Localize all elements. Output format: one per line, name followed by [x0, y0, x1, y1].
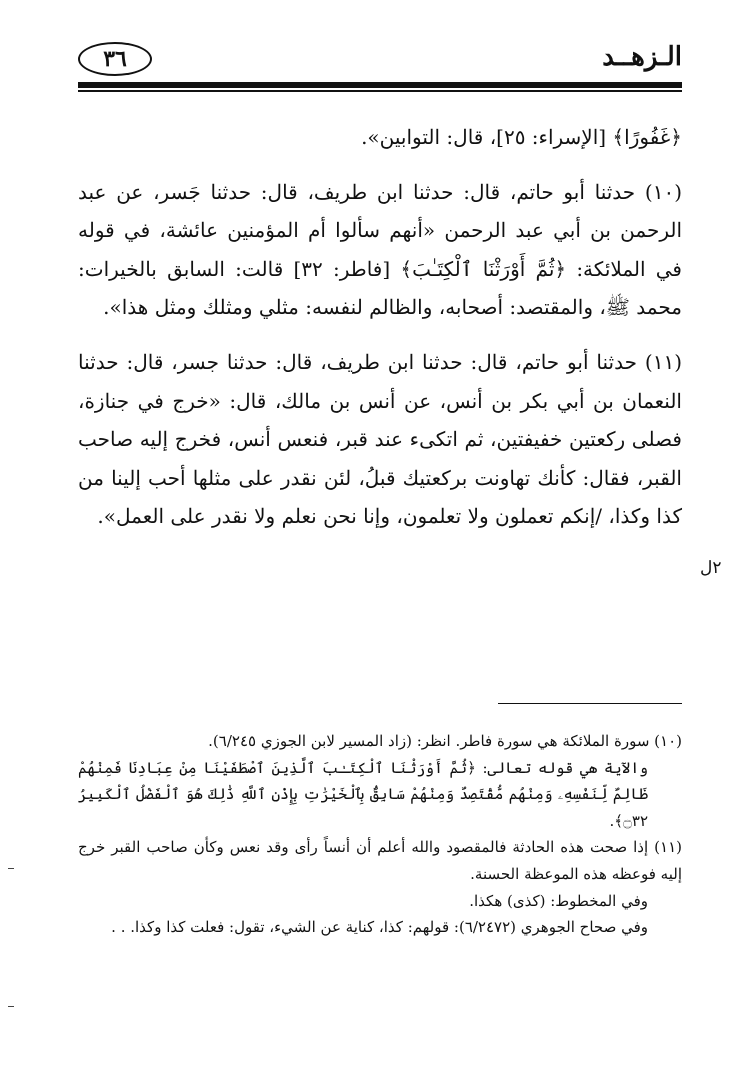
footnotes [78, 728, 682, 941]
paragraph-hadith-10: (١٠) حدثنا أبو حاتم، قال: حدثنا ابن طريف، قال: حدثنا جَسر، عن عبد الرحمن بن أبي عبد الرحمن «أنهم سألوا أم المؤمنين عائشة، في قوله في الملائكة: ﴿ثُمَّ أَوْرَثْنَا ٱلْكِتَـٰبَ﴾ [فاطر: ٣٢] قالت: السابق بالخيرات: محمد ﷺ، والمقتصد: أصحابه، والظالم لنفسه: مثلي ومثلك ومثل هذا». [78, 179, 682, 320]
main-text [78, 118, 682, 536]
footnote-10-line: (١٠) سورة الملائكة هي سورة فاطر. انظر: (زاد المسير لابن الجوزي ٦/٢٤٥). [208, 732, 682, 750]
scan-mark [8, 1006, 14, 1007]
scan-mark [8, 868, 14, 869]
footnote-10-verse: والآية هي قوله تعالى: ﴿ثُمَّ أَوْرَثْنَا ٱلْكِتَـٰبَ ٱلَّذِينَ ٱصْطَفَيْنَا مِنْ عِبَادِنَا فَمِنْهُمْ ظَالِمٌ لِّنَفْسِهِۦ وَمِنْهُم مُّقْتَصِدٌ وَمِنْهُمْ سَابِقٌۢ بِٱلْخَيْرَٰتِ بِإِذْنِ ٱللَّهِ ذَٰلِكَ هُوَ ٱلْفَضْلُ ٱلْكَبِيرُ ۝٣٢﴾. [78, 758, 648, 830]
running-title: الـزهــد [602, 42, 682, 72]
header-rule-thick [78, 82, 682, 88]
footnote-11-manuscript: وفي المخطوط: (كذى) هكذا. [469, 891, 648, 910]
paragraph-hadith-11: (١١) حدثنا أبو حاتم، قال: حدثنا ابن طريف، قال: حدثنا جسر، قال: حدثنا النعمان بن أبي بكر بن أنس، عن أنس بن مالك، قال: «خرج في جنازة، فصلى ركعتين خفيفتين، ثم اتكىء عند قبر، فنعس أنس، فخرج إليه صاحب القبر، فقال: كأنك تهاونت بركعتيك قبلُ، لئن نقدر على مثلها أحب إلينا من كذا وكذا، /إنكم تعملون ولا تعلمون، وإنا نحن نعلم ولا نقدر على العمل». [78, 349, 682, 529]
page-number: ٣٦ [78, 42, 152, 76]
footnote-11-line: (١١) إذا صحت هذه الحادثة فالمقصود والله أعلم أن أنساً رأى وقد نعس وكأن صاحب القبر خرج إليه فوعظه هذه الموعظة الحسنة. [78, 838, 682, 883]
paragraph-continuation: ﴿غَفُورًا﴾ [الإسراء: ٢٥]، قال: التوابين». [361, 125, 682, 149]
header-rule-thin [78, 90, 682, 92]
footnote-separator [498, 703, 682, 704]
manuscript-folio-note: ٢ل [700, 558, 722, 578]
footnote-11-sihah: وفي صحاح الجوهري (٦/٢٤٧٢): قولهم: كذا، كناية عن الشيء، تقول: فعلت كذا وكذا. . . [111, 918, 648, 937]
page-header [78, 40, 682, 80]
